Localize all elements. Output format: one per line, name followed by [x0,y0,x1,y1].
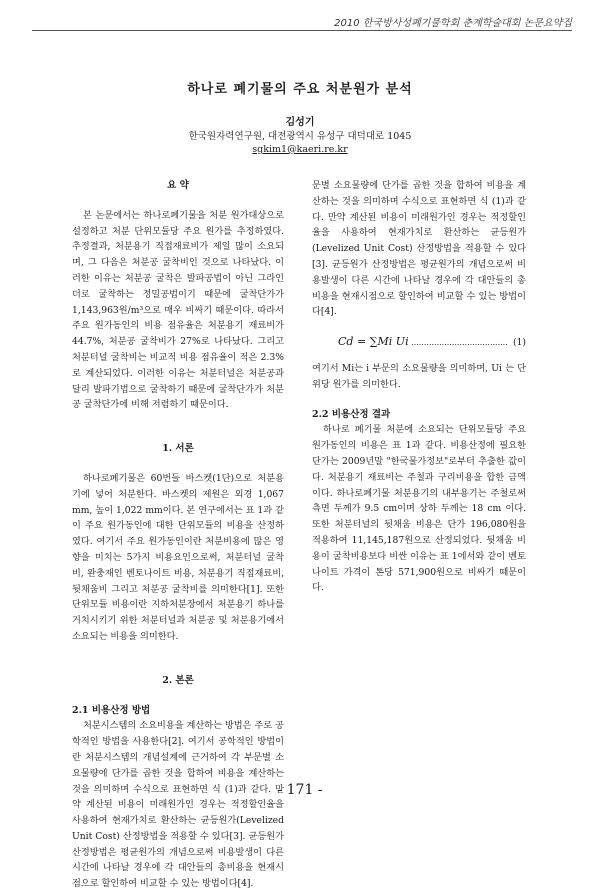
paper-title: 하나로 폐기물의 주요 처분원가 분석 [187,82,413,97]
subsection-1-text: 처분시스템의 소요비용을 계산하는 방법은 주로 공학적인 방법을 사용한다[2]. 여기서 공학적인 방법이란 처분시스템의 개념설계에 근거하여 각 부문별 소요물량에 단가를 곱한 것을 합하여 비용을 계산하는 것을 의미하며 수식으로 표현하면 식 (1)과 같다. 만약 계산된 비용이 미래원가인 경우는 적정할인율을 사용하여 현재가치로 환산하는 균등원가(Levelized Unit Cost) 산정방법을 적용할 수 있다[3]. 균등원가 산정방법은 평균원가의 개념으로써 비용발생이 다른 시간에 나타날 경우에 각 대안들의 총비용을 현재시점으로 할인하여 비교할 수 있는 방법이다[4]. [72,720,285,890]
introduction-text: 하나로폐기물은 60번들 바스켓(1단)으로 처분용기에 넣어 처분한다. 바스켓의 제원은 외경 1,067 mm, 높이 1,022 mm이다. 본 연구에서는 표 1과 같이 주요 원가동인에 대한 단위모듈의 비용을 산정하였다. 여기서 주요 원가동인이란 처분비용에 많은 영향을 미치는 5가지 비용요인으로써, 처분터널 굴착비, 완충재인 벤토나이트 비용, 처분용기 직접재료비, 뒷채움비 그리고 처분공 굴착비를 의미한다[1]. 또한 단위모듈 비용이란 지하처분장에서 처분용기 하나를 거치시키기 위한 처분터널과 처분공 및 처분용기에서 소요되는 비용을 의미한다. [72,472,284,642]
equation-number: (1) [512,336,526,348]
equation-formula: Cd = ∑Mi Ui ...................................... [338,335,508,349]
abstract-text: 본 논문에서는 하나로폐기물을 처분 원가대상으로 설정하고 처분 단위모듈당 주요 원가를 추정하였다. 추정결과, 처분용기 직접재료비가 제일 많이 소요되며, 그 다음은 처분공 굴착비인 것으로 나타났다. 이러한 이유는 처분공 굴착은 발파공법이 아닌 그라인더로 굴착하는 정밀공법이기 때문에 굴착단가가 1,143,963원/m³으로 매우 비싸기 때문이다. 따라서 주요 원가동인의 비용 점유율은 처분용기 재료비가 44.7%, 처분공 굴착비가 27%로 나타났다. 그리고 처분터널 굴착비는 비교적 비용 점유율이 적은 2.3%로 계산되었다. 이러한 이유는 처분터널은 처분공과 달리 발파기법으로 굴착하기 때문에 굴착단가가 처분공 굴착단가에 비해 저렴하기 때문이다. [72,209,284,411]
equation-explanation: 여기서 Mi는 i 부문의 소요물량을 의미하며, Ui 는 단위당 원가를 의미한다. [312,362,526,390]
right-column [312,178,526,596]
subsection-1-text-continued: 문별 소요물량에 단가를 곱한 것을 합하여 비용을 계산하는 것을 의미하며 수식으로 표현하면 식 (1)과 같다. 만약 계산된 비용이 미래원가인 경우는 적정할인율을 사용하여 현재가치로 환산하는 균등원가(Levelized Unit Cost) 산정방법을 적용할 수 있다[3]. 균등원가 산정방법은 평균원가의 개념으로써 비용발생이 다른 시간에 나타날 경우에 각 대안들의 총비용을 현재시점으로 할인하여 비교할 수 있는 방법이다[4]. [312,180,526,318]
subsection-1-heading: 2.1 비용산정 방법 [72,704,151,716]
body-heading: 2. 본론 [162,674,194,686]
author-name: 김성기 [285,117,315,128]
left-column [72,178,285,890]
header-rule [32,30,572,31]
author-affiliation: 한국원자력연구원, 대전광역시 유성구 대덕대로 1045 [188,131,412,142]
abstract-heading: 요 약 [167,180,189,191]
page-number: - 171 - [277,782,323,798]
subsection-2-text: 하나로 폐기물 처분에 소요되는 단위모듈당 주요 원가동인의 비용은 표 1과 같다. 비용산정에 필요한 단가는 2009년말 "한국물가정보"로부터 추출한 값이다. 처분용기 재료비는 주철과 구리비용을 합한 금액이다. 하나로폐기물 처분용기의 내부용기는 주철로써 측면 두께가 9.5 cm이며 상하 두께는 18 cm 이다. 또한 처분터널의 뒷채움 비용은 단가 196,080원을 적용하여 11,145,187원으로 산정되었다. 뒷채움 비용이 굴착비용보다 비싼 이유는 표 1에서와 같이 벤토나이트 가격이 톤당 571,900원으로 비싸기 때문이다. [312,424,526,594]
conference-header: 2010 한국방사성폐기물학회 춘계학술대회 논문요약집 [334,18,572,29]
subsection-2-heading: 2.2 비용산정 결과 [312,408,391,420]
introduction-heading: 1. 서론 [162,443,194,455]
author-email[interactable]: sgkim1@kaeri.re.kr [252,144,348,155]
equation-row [312,334,526,351]
